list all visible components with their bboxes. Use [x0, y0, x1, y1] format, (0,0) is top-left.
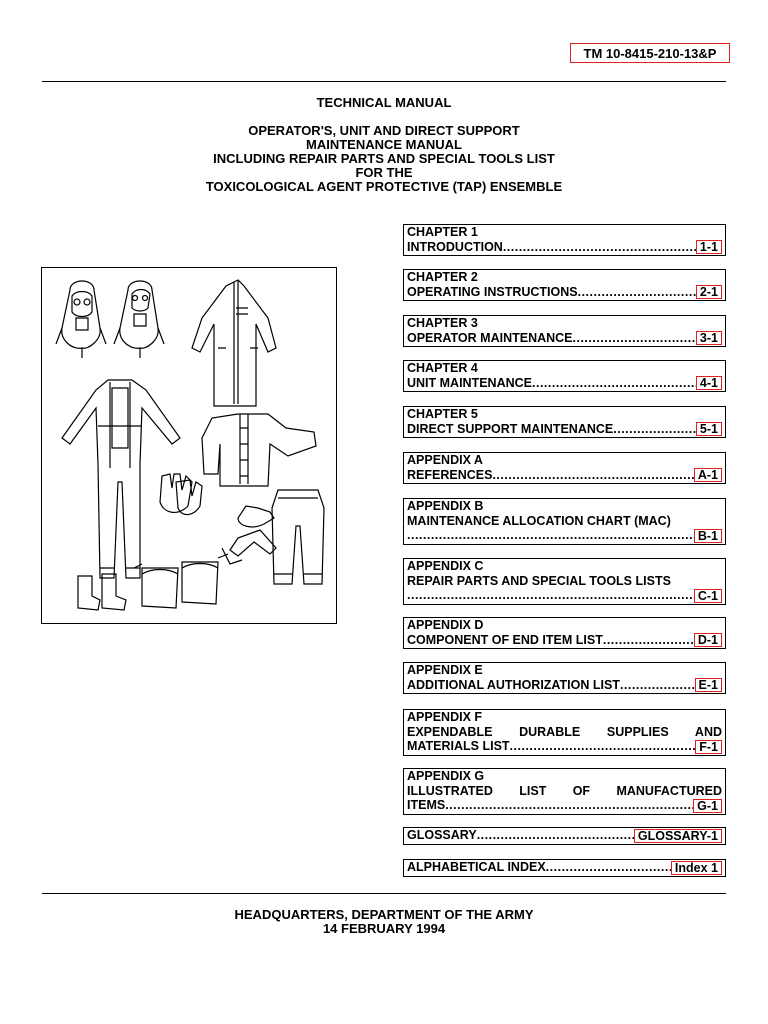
toc-entry-chapter-2[interactable] [403, 269, 726, 301]
leader-dots [492, 468, 693, 483]
coat-icon [192, 280, 276, 406]
toc-label: MATERIALS LIST [407, 739, 510, 753]
toc-entry-chapter-5[interactable] [403, 406, 726, 438]
toc-page-link[interactable]: 2-1 [696, 285, 722, 299]
toc-entry-appendix-e[interactable] [403, 662, 726, 694]
toc-page-link[interactable]: GLOSSARY-1 [634, 829, 722, 843]
toc-page-link[interactable]: 5-1 [696, 422, 722, 436]
toc-page-link[interactable]: G-1 [693, 799, 722, 813]
boots-icon [78, 574, 126, 610]
toc-label: ALPHABETICAL INDEX [407, 860, 546, 874]
toc-heading: CHAPTER 1 [407, 225, 478, 239]
overboots-icon [134, 554, 228, 608]
sock-icon [222, 506, 276, 564]
ensemble-illustration [41, 267, 337, 624]
jacket-icon [202, 414, 316, 486]
toc-page-link[interactable]: B-1 [694, 529, 722, 543]
toc-heading: APPENDIX G [407, 769, 485, 783]
title-line: OPERATOR'S, UNIT AND DIRECT SUPPORT [248, 123, 520, 138]
title-line: FOR THE [355, 165, 413, 180]
footer [42, 908, 726, 936]
footer-line: 14 FEBRUARY 1994 [322, 921, 446, 936]
toc-label: ITEMS [407, 798, 446, 812]
leader-dots [620, 678, 695, 693]
toc-label: GLOSSARY [407, 828, 477, 842]
toc-page-link[interactable]: 1-1 [696, 240, 722, 254]
toc-entry-appendix-b[interactable] [403, 498, 726, 545]
toc-heading: APPENDIX B [407, 499, 484, 513]
bottom-rule [42, 893, 726, 894]
toc-heading: APPENDIX F [407, 710, 483, 724]
title-spacer [42, 110, 726, 124]
toc-label: MAINTENANCE ALLOCATION CHART (MAC) [407, 513, 671, 528]
toc-heading: CHAPTER 4 [407, 361, 478, 375]
toc-label: OPERATING INSTRUCTIONS [407, 284, 578, 299]
toc-entry-appendix-d[interactable] [403, 617, 726, 649]
leader-dots [613, 422, 696, 437]
toc-label: ADDITIONAL AUTHORIZATION LIST [407, 677, 620, 692]
document-number: TM 10-8415-210-13&P [570, 43, 730, 63]
leader-dots [407, 588, 694, 603]
toc-page-link[interactable]: D-1 [694, 633, 722, 647]
leader-dots [578, 285, 696, 300]
toc-heading: APPENDIX D [407, 618, 484, 632]
toc-heading: CHAPTER 2 [407, 270, 478, 284]
toc-entry-chapter-3[interactable] [403, 315, 726, 347]
toc-entry-index[interactable] [403, 859, 726, 877]
gloves-icon [160, 474, 202, 515]
footer-line: HEADQUARTERS, DEPARTMENT OF THE ARMY [234, 907, 534, 922]
toc-label: COMPONENT OF END ITEM LIST [407, 632, 603, 647]
leader-dots [407, 528, 694, 543]
ensemble-drawing [42, 268, 336, 623]
leader-dots [532, 376, 696, 391]
toc-page-link[interactable]: Index 1 [671, 861, 722, 875]
leader-dots [573, 331, 696, 346]
toc-heading: APPENDIX C [407, 559, 484, 573]
leader-dots [603, 633, 694, 648]
hood-icon [114, 281, 164, 358]
toc-page-link[interactable]: 4-1 [696, 376, 722, 390]
toc-page-link[interactable]: F-1 [695, 740, 722, 754]
toc-entry-appendix-a[interactable] [403, 452, 726, 484]
top-rule [42, 81, 726, 82]
toc-label: UNIT MAINTENANCE [407, 375, 532, 390]
page-title [42, 96, 726, 194]
toc-label: REPAIR PARTS AND SPECIAL TOOLS LISTS [407, 573, 671, 588]
leader-dots [503, 240, 696, 255]
toc-label: EXPENDABLE DURABLE SUPPLIES AND [407, 724, 722, 739]
trousers-icon [272, 490, 324, 584]
toc-label: INTRODUCTION [407, 239, 503, 254]
toc-page-link[interactable]: C-1 [694, 589, 722, 603]
toc-entry-chapter-1[interactable] [403, 224, 726, 256]
title-line: TOXICOLOGICAL AGENT PROTECTIVE (TAP) ENSEMBLE [205, 179, 563, 194]
toc-heading: APPENDIX A [407, 453, 483, 467]
toc-label: OPERATOR MAINTENANCE [407, 330, 573, 345]
toc-entry-chapter-4[interactable] [403, 360, 726, 392]
leader-dots [445, 798, 693, 813]
toc-page-link[interactable]: A-1 [694, 468, 722, 482]
toc-heading: APPENDIX E [407, 663, 483, 677]
toc-label: REFERENCES [407, 467, 493, 482]
toc-label: DIRECT SUPPORT MAINTENANCE [407, 421, 614, 436]
toc-entry-appendix-f[interactable] [403, 709, 726, 756]
title-line: MAINTENANCE MANUAL [306, 137, 462, 152]
leader-dots [477, 828, 634, 843]
toc-label: ILLUSTRATED LIST OF MANUFACTURED [407, 783, 722, 798]
title-line: TECHNICAL MANUAL [316, 95, 452, 110]
toc-entry-appendix-g[interactable] [403, 768, 726, 815]
toc-heading: CHAPTER 3 [407, 316, 478, 330]
hood-icon [56, 281, 106, 358]
leader-dots [510, 739, 696, 754]
toc-entry-glossary[interactable] [403, 827, 726, 845]
toc-page-link[interactable]: 3-1 [696, 331, 722, 345]
toc-heading: CHAPTER 5 [407, 407, 478, 421]
toc-page-link[interactable]: E-1 [695, 678, 722, 692]
leader-dots [546, 860, 671, 875]
toc-entry-appendix-c[interactable] [403, 558, 726, 605]
title-line: INCLUDING REPAIR PARTS AND SPECIAL TOOLS LIST [213, 151, 555, 166]
